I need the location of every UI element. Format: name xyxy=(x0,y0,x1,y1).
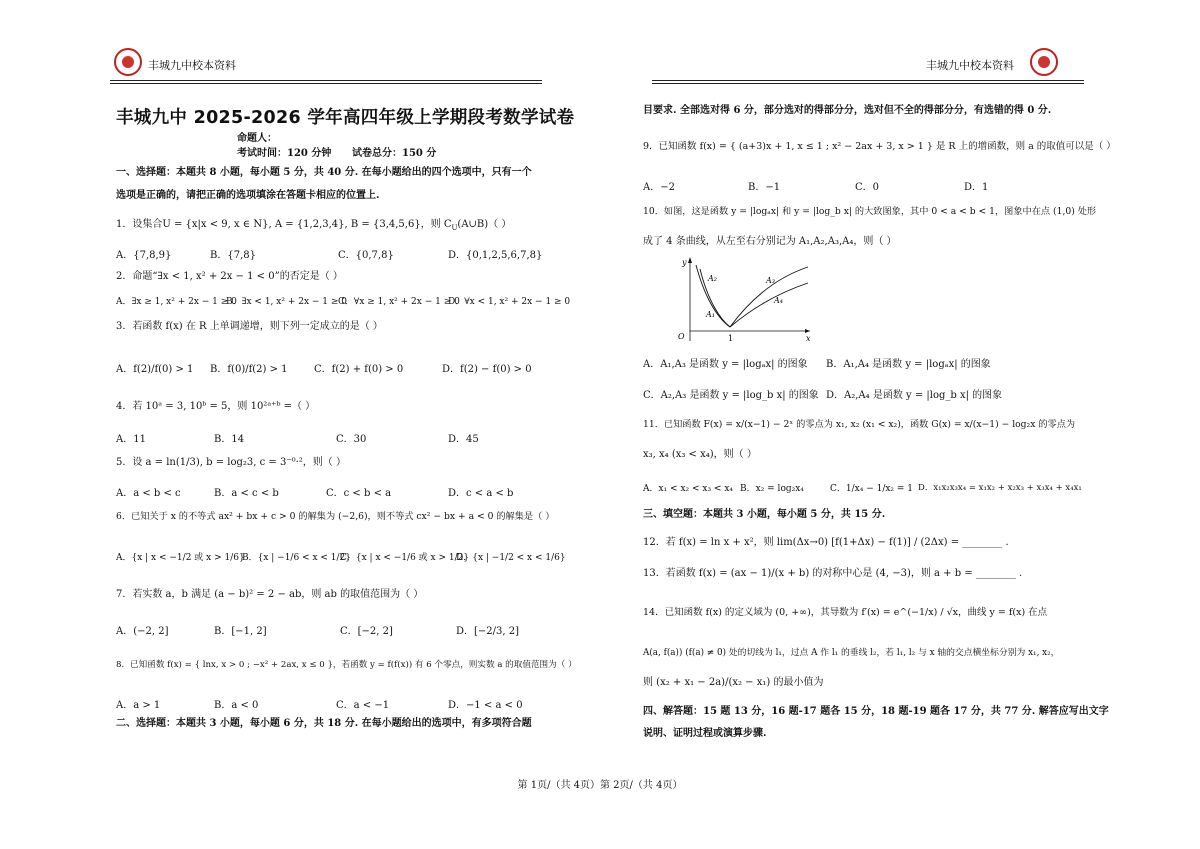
q10-option-a: A．A₁,A₃ 是函数 y = |logₐx| 的图象 xyxy=(643,359,808,370)
y-label: y xyxy=(682,258,687,267)
q9-option-a: A．−2 xyxy=(643,182,675,193)
q2-option-d: D．∀x < 1, x² + 2x − 1 ≥ 0 xyxy=(448,297,571,307)
q10-option-b: B．A₁,A₄ 是函数 y = |logₐx| 的图象 xyxy=(826,359,991,370)
x-axis-arrow-icon xyxy=(805,329,810,333)
q5-stem: 5．设 a = ln(1/3), b = log₂3, c = 3⁻⁰·²，则（ ） xyxy=(116,457,346,468)
q4-stem: 4．若 10ᵃ = 3, 10ᵇ = 5，则 10²ᵃ⁺ᵇ =（ ） xyxy=(116,401,316,412)
q1-option-a: A．{7,8,9} xyxy=(116,250,172,261)
a4-label: A₄ xyxy=(774,296,783,305)
q10-stem: 10．如图，这是函数 y = |logₐx| 和 y = |log_b x| 的大致图象，其中 0 < a < b < 1，图象中在点 (1,0) 处形 xyxy=(643,206,1097,217)
q9-stem: 9．已知函数 f(x) = { (a+3)x + 1, x ≤ 1 ; x² − 2ax + 3, x > 1 } 是 R 上的增函数，则 a 的取值可以是（ ） xyxy=(643,141,1116,152)
header-school-label: 丰城九中校本资料 xyxy=(926,59,1014,72)
header-school-label: 丰城九中校本资料 xyxy=(148,59,236,72)
q2-option-b: B．∃x < 1, x² + 2x − 1 ≥ 0 xyxy=(226,297,348,307)
q14-stem-2: A(a, f(a)) (f(a) ≠ 0) 处的切线为 l₁，过点 A 作 l₁ 的垂线 l₂，若 l₁, l₂ 与 x 轴的交点横坐标分别为 x₁, x₂， xyxy=(643,648,1060,658)
q3-option-d: D．f(2) − f(0) > 0 xyxy=(442,364,532,375)
q7-option-a: A．(−2, 2] xyxy=(116,626,169,637)
section3-heading: 三、填空题：本题共 3 小题，每小题 5 分，共 15 分. xyxy=(643,509,886,520)
section1-heading-2: 选项是正确的，请把正确的选项填涂在答题卡相应的位置上. xyxy=(116,190,380,201)
q1-stem: 1．设集合U = {x|x < 9, x ∈ N}, A = {1,2,3,4}, B = {3,4,5,6}，则 $C_U(A\cup B)$（ ） xyxy=(116,219,512,232)
q6-option-a: A．{x | x < −1/2 或 x > 1/6} xyxy=(116,553,245,563)
q7-option-d: D．[−2/3, 2] xyxy=(456,626,520,637)
q10-option-d: D．A₂,A₄ 是函数 y = |log_b x| 的图象 xyxy=(826,390,1003,401)
a1-label: A₁ xyxy=(706,310,715,319)
q13-stem: 13．若函数 f(x) = (ax − 1)/(x + b) 的对称中心是 (4, −3)，则 a + b = ________ . xyxy=(643,568,1023,579)
q9-option-d: D．1 xyxy=(964,182,989,193)
q14-stem-3: 则 (x₂ + x₁ − 2a)/(x₂ − x₁) 的最小值为 xyxy=(643,677,824,688)
curve-a4 xyxy=(730,283,808,327)
section2-heading: 二、选择题：本题共 3 小题，每小题 6 分，共 18 分. 在每小题给出的选项中，有多项符合题 xyxy=(116,718,532,729)
a3-label: A₃ xyxy=(766,276,775,285)
q7-stem: 7．若实数 a，b 满足 (a − b)² = 2 − ab，则 ab 的取值范围为（ ） xyxy=(116,589,424,600)
q6-option-c: C．{x | x < −1/6 或 x > 1/2} xyxy=(340,553,470,563)
q2-option-c: C．∀x ≥ 1, x² + 2x − 1 ≥ 0 xyxy=(338,297,460,307)
q3-option-a: A．f(2)/f(0) > 1 xyxy=(116,364,194,375)
page-footer: 第 1页/（共 4页）第 2页/（共 4页） xyxy=(517,780,683,791)
q8-option-c: C．a < −1 xyxy=(336,700,390,711)
section4-heading: 四、解答题：15 题 13 分，16 题-17 题各 15 分，18 题-19 题各 17 分，共 77 分. 解答应写出文字 xyxy=(643,706,1109,717)
meta-author: 命题人： xyxy=(237,133,277,144)
q5-option-c: C．c < b < a xyxy=(326,488,392,499)
page-title: 丰城九中 2025-2026 学年高四年级上学期段考数学试卷 xyxy=(116,108,575,128)
q12-stem: 12．若 f(x) = ln x + x²，则 lim(Δx→0) [f(1+Δx) − f(1)] / (2Δx) = ________ . xyxy=(643,537,1009,548)
q5-option-a: A．a < b < c xyxy=(116,488,181,499)
q8-option-a: A．a > 1 xyxy=(116,700,161,711)
a2-label: A₂ xyxy=(708,274,717,283)
q14-stem: 14．已知函数 f(x) 的定义域为 (0, +∞)，其导数为 f′(x) = e^(−1/x) / √x，曲线 y = f(x) 在点 xyxy=(643,607,1048,618)
q2-stem: 2．命题“∃x < 1, x² + 2x − 1 < 0”的否定是（ ） xyxy=(116,271,343,282)
q1-option-b: B．{7,8} xyxy=(210,250,256,261)
right-page xyxy=(600,0,1200,849)
q3-option-c: C．f(2) + f(0) > 0 xyxy=(314,364,404,375)
q11-stem-2: x₃, x₄ (x₃ < x₄)，则（ ） xyxy=(643,449,757,460)
q9-option-c: C．0 xyxy=(855,182,880,193)
q4-option-a: A．11 xyxy=(116,434,146,445)
q2-option-a: A．∃x ≥ 1, x² + 2x − 1 ≥ 0 xyxy=(116,297,237,307)
q1-option-c: C．{0,7,8} xyxy=(338,250,394,261)
q5-option-d: D．c < a < b xyxy=(448,488,514,499)
q11-option-c: C．1/x₄ − 1/x₂ = 1 xyxy=(830,484,914,494)
q4-option-b: B．14 xyxy=(214,434,245,445)
q11-stem: 11．已知函数 F(x) = x/(x−1) − 2ˣ 的零点为 x₁, x₂ (x₁ < x₂)，函数 G(x) = x/(x−1) − log₂x 的零点为 xyxy=(643,419,1076,430)
header-rule xyxy=(110,80,542,81)
q10-option-c: C．A₂,A₃ 是函数 y = |log_b x| 的图象 xyxy=(643,390,819,401)
q11-option-a: A．x₁ < x₂ < x₃ < x₄ xyxy=(643,484,734,494)
q4-option-d: D．45 xyxy=(448,434,479,445)
q1-option-d: D．{0,1,2,5,6,7,8} xyxy=(448,250,543,261)
section2-heading-2: 目要求. 全部选对得 6 分，部分选对的得部分分，选对但不全的得部分分，有选错的得 0 分. xyxy=(643,105,1052,116)
q8-option-d: D．−1 < a < 0 xyxy=(448,700,523,711)
q10-log-graph xyxy=(674,255,814,347)
q6-stem: 6．已知关于 x 的不等式 ax² + bx + c > 0 的解集为 (−2,6)，则不等式 cx² − bx + a < 0 的解集是（ ） xyxy=(116,511,555,522)
school-logo-icon xyxy=(114,48,142,76)
q7-option-c: C．[−2, 2] xyxy=(340,626,393,637)
school-logo-icon xyxy=(1030,48,1058,76)
q6-option-b: B．{x | −1/6 < x < 1/2} xyxy=(242,553,352,563)
y-axis-arrow-icon xyxy=(688,257,692,263)
header-rule xyxy=(652,83,1084,84)
q8-stem: 8．已知函数 f(x) = { lnx, x > 0 ; −x² + 2ax, x ≤ 0 }，若函数 y = f(f(x)) 有 6 个零点，则实数 a 的取值范围为（ ） xyxy=(116,660,577,670)
q6-option-d: D．{x | −1/2 < x < 1/6} xyxy=(456,553,566,563)
q4-option-c: C．30 xyxy=(336,434,367,445)
q8-option-b: B．a < 0 xyxy=(214,700,259,711)
meta-time: 考试时间：120 分钟 xyxy=(237,148,332,159)
q3-option-b: B．f(0)/f(2) > 1 xyxy=(210,364,288,375)
header-rule xyxy=(652,80,1084,81)
q11-option-b: B．x₂ = log₂x₄ xyxy=(740,484,804,494)
meta-score: 试卷总分：150 分 xyxy=(352,148,437,159)
q3-stem: 3．若函数 f(x) 在 R 上单调递增，则下列一定成立的是（ ） xyxy=(116,321,383,332)
q7-option-b: B．[−1, 2] xyxy=(214,626,267,637)
one-label: 1 xyxy=(728,334,734,343)
q11-option-d: D．x₁x₂x₃x₄ = x₁x₂ + x₂x₃ + x₃x₄ + x₄x₁ xyxy=(918,483,1082,493)
q10-stem-2: 成了 4 条曲线，从左至右分别记为 A₁,A₂,A₃,A₄，则（ ） xyxy=(643,236,897,247)
x-label: x xyxy=(806,334,811,343)
q5-option-b: B．a < c < b xyxy=(214,488,279,499)
section1-heading: 一、选择题：本题共 8 小题，每小题 5 分，共 40 分. 在每小题给出的四个选项中，只有一个 xyxy=(116,167,532,178)
q9-option-b: B．−1 xyxy=(748,182,781,193)
section4-heading-2: 说明、证明过程或演算步骤. xyxy=(643,728,767,739)
origin-label: O xyxy=(678,332,685,341)
header-rule xyxy=(110,83,542,84)
